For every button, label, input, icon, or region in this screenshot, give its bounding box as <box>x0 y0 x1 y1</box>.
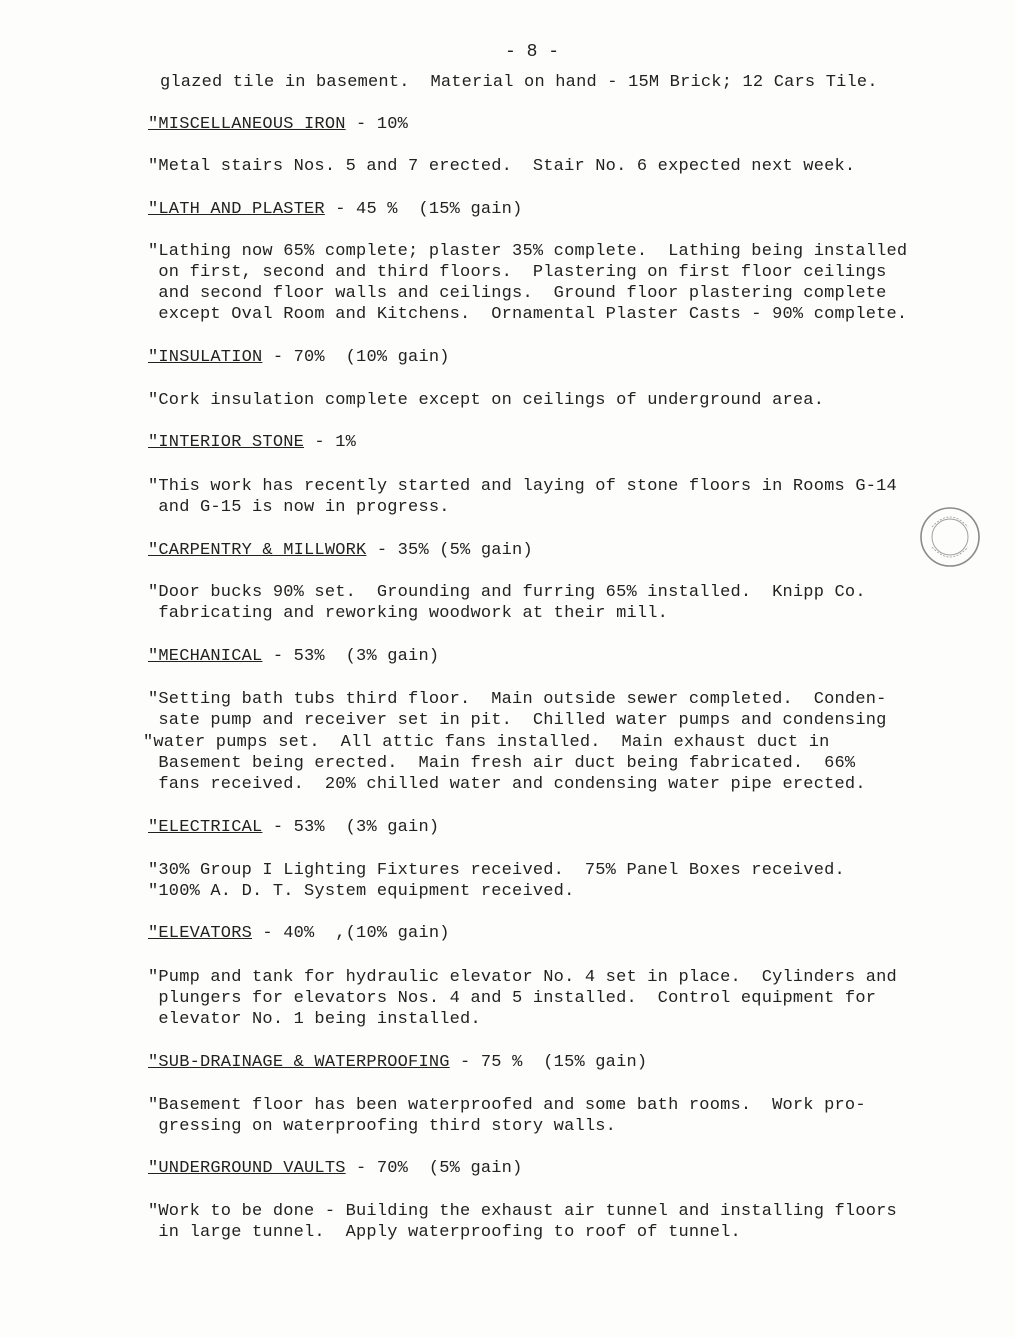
library-stamp-icon <box>918 505 982 569</box>
heading-title: "CARPENTRY & MILLWORK <box>148 541 367 560</box>
section-heading-miscellaneous-iron <box>148 114 408 135</box>
text-line: sate pump and receiver set in pit. Chilled water pumps and condensing <box>148 711 887 730</box>
section-heading-interior-stone <box>148 432 356 453</box>
text-line: "100% A. D. T. System equipment received. <box>148 882 575 901</box>
heading-title: "INTERIOR STONE <box>148 433 305 452</box>
heading-title: "INSULATION <box>148 348 263 367</box>
section-heading-carpentry-millwork <box>148 540 533 561</box>
text-line: "water pumps set. All attic fans installed. Main exhaust duct in <box>143 733 830 752</box>
section-heading-lath-and-plaster <box>148 199 522 220</box>
section-heading-elevators <box>148 923 450 944</box>
heading-title: "ELECTRICAL <box>148 818 263 837</box>
text-line: "Cork insulation complete except on ceilings of underground area. <box>148 391 825 410</box>
text-line: Basement being erected. Main fresh air duct being fabricated. 66% <box>148 754 856 773</box>
text-line: "Work to be done - Building the exhaust air tunnel and installing floors <box>148 1202 897 1221</box>
text-line: and second floor walls and ceilings. Ground floor plastering complete <box>148 284 887 303</box>
section-heading-mechanical <box>148 646 439 667</box>
heading-progress: - 1% <box>304 433 357 452</box>
heading-progress: - 45 % (15% gain) <box>324 200 523 219</box>
text-line: except Oval Room and Kitchens. Ornamental Plaster Casts - 90% complete. <box>148 305 908 324</box>
heading-title: "UNDERGROUND VAULTS <box>148 1159 346 1178</box>
heading-title: "LATH AND PLASTER <box>148 200 325 219</box>
text-line: "30% Group I Lighting Fixtures received. 75% Panel Boxes received. <box>148 861 845 880</box>
text-line: plungers for elevators Nos. 4 and 5 installed. Control equipment for <box>148 989 877 1008</box>
text-line: "Setting bath tubs third floor. Main outside sewer completed. Conden- <box>148 690 887 709</box>
section-heading-electrical <box>148 817 439 838</box>
text-line: on first, second and third floors. Plastering on first floor ceilings <box>148 263 887 282</box>
text-line: gressing on waterproofing third story walls. <box>148 1117 617 1136</box>
text-line: "Basement floor has been waterproofed and some bath rooms. Work pro- <box>148 1096 866 1115</box>
text-line: "Metal stairs Nos. 5 and 7 erected. Stair No. 6 expected next week. <box>148 157 856 176</box>
section-heading-underground-vaults <box>148 1158 522 1179</box>
section-heading-insulation <box>148 347 450 368</box>
page-number: - 8 - <box>505 42 560 62</box>
text-line: "This work has recently started and laying of stone floors in Rooms G-14 <box>148 477 897 496</box>
text-line: in large tunnel. Apply waterproofing to roof of tunnel. <box>148 1223 741 1242</box>
heading-progress: - 40% ,(10% gain) <box>252 924 450 943</box>
heading-progress: - 53% (3% gain) <box>262 647 440 666</box>
heading-title: "SUB-DRAINAGE & WATERPROOFING <box>148 1053 450 1072</box>
heading-progress: - 70% (5% gain) <box>345 1159 523 1178</box>
heading-title: "MISCELLANEOUS IRON <box>148 115 346 134</box>
heading-title: "MECHANICAL <box>148 647 263 666</box>
heading-title: "ELEVATORS <box>148 924 253 943</box>
heading-progress: - 70% (10% gain) <box>262 348 450 367</box>
text-line: and G-15 is now in progress. <box>148 498 450 517</box>
heading-progress: - 10% <box>345 115 409 134</box>
section-heading-sub-drainage-waterproofing <box>148 1052 647 1073</box>
heading-progress: - 53% (3% gain) <box>262 818 440 837</box>
text-line: fans received. 20% chilled water and condensing water pipe erected. <box>148 775 866 794</box>
text-line: "Lathing now 65% complete; plaster 35% complete. Lathing being installed <box>148 242 908 261</box>
heading-progress: - 35% (5% gain) <box>366 541 533 560</box>
heading-progress: - 75 % (15% gain) <box>449 1053 648 1072</box>
text-line: "Pump and tank for hydraulic elevator No. 4 set in place. Cylinders and <box>148 968 897 987</box>
text-line: elevator No. 1 being installed. <box>148 1010 481 1029</box>
text-line: "Door bucks 90% set. Grounding and furring 65% installed. Knipp Co. <box>148 583 866 602</box>
text-line: fabricating and reworking woodwork at their mill. <box>148 604 669 623</box>
text-line: glazed tile in basement. Material on hand - 15M Brick; 12 Cars Tile. <box>160 73 878 92</box>
